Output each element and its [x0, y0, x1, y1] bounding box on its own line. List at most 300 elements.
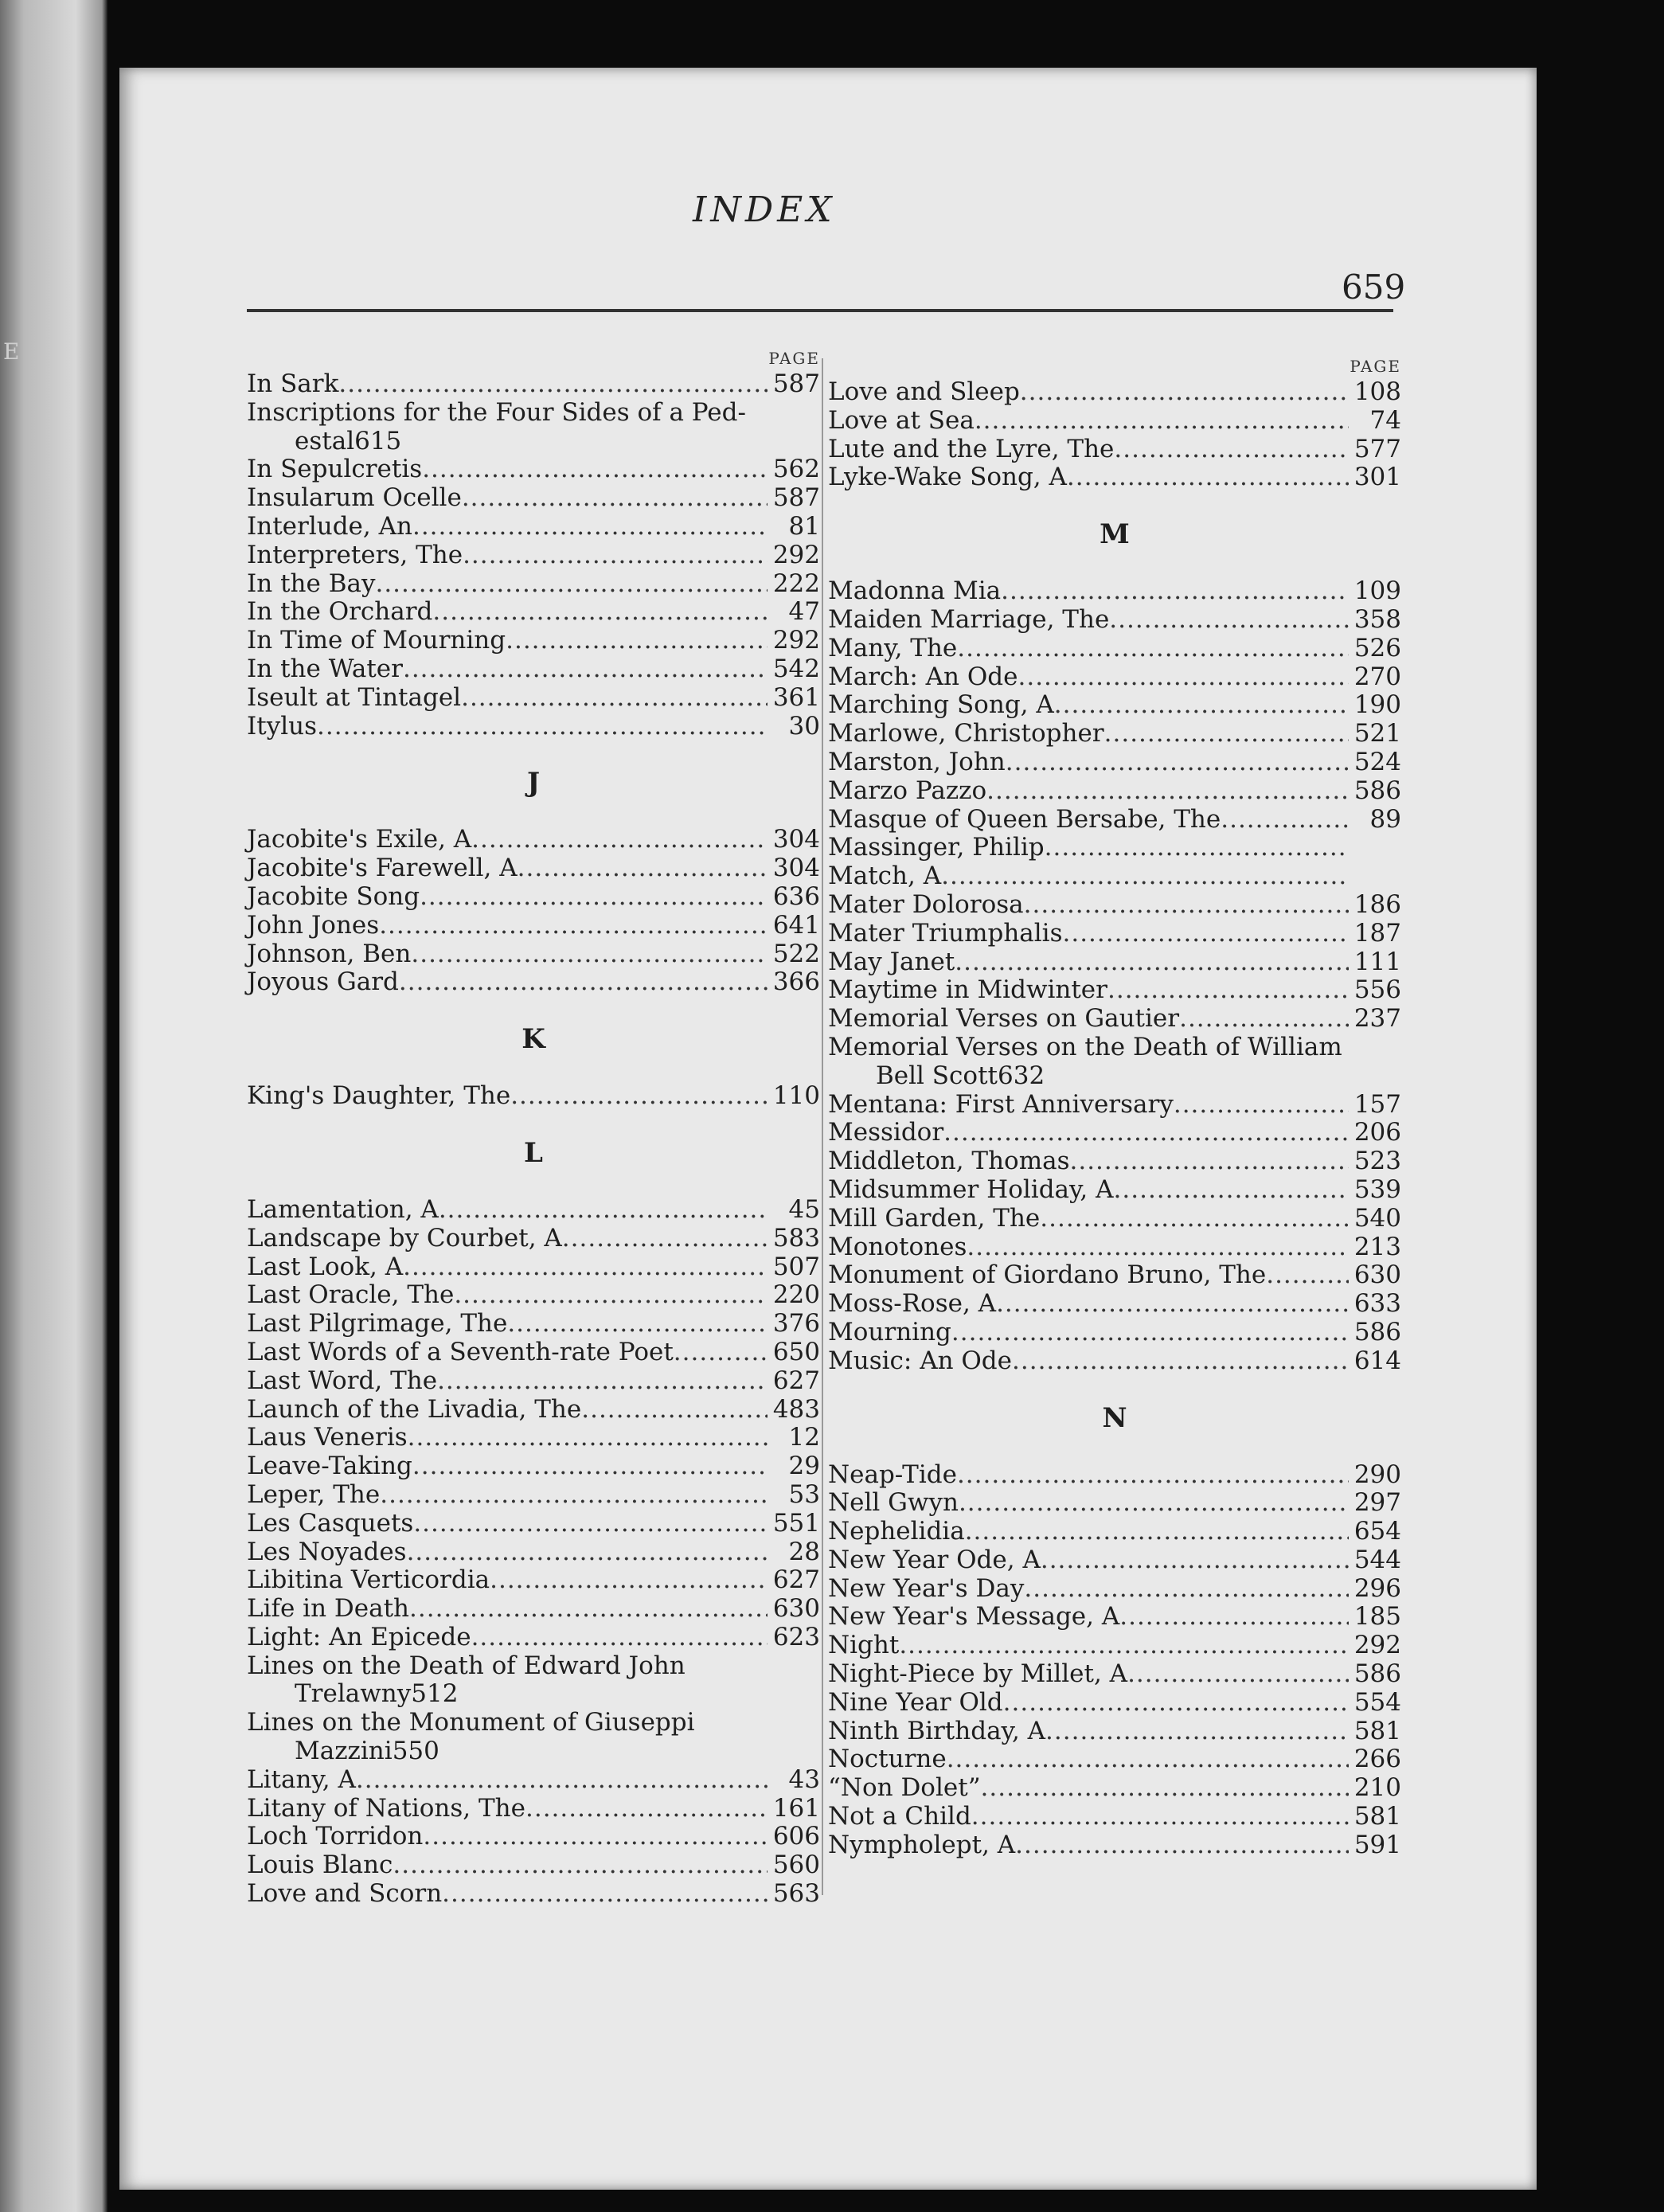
entry-title: Mentana: First Anniversary — [828, 1089, 1174, 1119]
entry-title: Neap-Tide — [828, 1460, 957, 1489]
leader-dots — [399, 968, 768, 997]
leader-dots — [1054, 691, 1349, 720]
entry-title: “Non Dolet” — [828, 1773, 981, 1803]
index-entry — [828, 1489, 1401, 1518]
entry-page: 587 — [772, 369, 820, 398]
index-entry — [247, 912, 820, 940]
entry-page: 577 — [1353, 434, 1401, 463]
entry-title: Massinger, Philip — [828, 833, 1045, 862]
entry-title: Mater Triumphalis — [828, 918, 1063, 948]
leader-dots — [971, 1803, 1349, 1831]
index-entry — [247, 1281, 820, 1310]
entry-page: 47 — [788, 597, 820, 627]
index-entry — [828, 407, 1401, 436]
leader-dots — [1174, 1091, 1349, 1120]
entry-title: Les Noyades — [247, 1537, 407, 1566]
entry-title: Last Word, The — [247, 1366, 438, 1395]
section-letter: N — [1102, 1401, 1127, 1434]
entry-page: 539 — [1353, 1174, 1401, 1204]
index-entry — [247, 1396, 820, 1425]
entry-page: 266 — [1353, 1745, 1401, 1774]
entry-page: 186 — [1353, 889, 1401, 919]
index-entry — [247, 1510, 820, 1538]
entry-title: Lamentation, A — [247, 1194, 439, 1224]
entry-page: 43 — [788, 1765, 820, 1794]
entry-page: 187 — [1353, 918, 1401, 948]
entry-page: 185 — [1353, 1602, 1401, 1632]
leader-dots — [1070, 1147, 1350, 1176]
index-entry — [828, 1290, 1401, 1319]
leader-dots — [518, 854, 768, 883]
index-entry — [247, 1225, 820, 1253]
entry-title-continued: Mazzini — [295, 1737, 393, 1766]
index-entry — [828, 463, 1401, 492]
index-entry — [828, 948, 1401, 977]
entry-title: Midsummer Holiday, A — [828, 1174, 1114, 1204]
entry-title: Nell Gwyn — [828, 1488, 959, 1518]
index-entry — [247, 1082, 820, 1111]
index-entry — [828, 691, 1401, 720]
index-entry — [828, 1176, 1401, 1205]
index-entry — [247, 1452, 820, 1481]
index-entry — [247, 570, 820, 599]
entry-title: Mater Dolorosa — [828, 889, 1024, 919]
entry-title: Laus Veneris — [247, 1423, 408, 1452]
index-entry — [247, 399, 820, 456]
entry-page: 108 — [1353, 377, 1401, 406]
entry-page: 507 — [772, 1252, 820, 1281]
index-entry — [828, 1233, 1401, 1262]
entry-title: Middleton, Thomas — [828, 1147, 1070, 1176]
entry-title: Memorial Verses on Gautier — [828, 1004, 1180, 1034]
entry-title: Insularum Ocelle — [247, 483, 462, 513]
entry-title: In the Orchard — [247, 597, 433, 627]
entry-line — [828, 1062, 1401, 1091]
leader-dots — [439, 1196, 768, 1225]
entry-page: 270 — [1353, 662, 1401, 691]
entry-page: 542 — [772, 654, 820, 683]
entry-page: 654 — [1353, 1517, 1401, 1546]
entry-title: Joyous Gard — [247, 967, 399, 997]
entry-page: 630 — [1353, 1260, 1401, 1290]
index-entry — [828, 891, 1401, 920]
entry-page: 562 — [772, 455, 820, 484]
entry-page: 581 — [1353, 1802, 1401, 1831]
entry-title: Landscape by Courbet, A — [247, 1223, 562, 1253]
entry-page: 28 — [788, 1537, 820, 1566]
index-entry — [247, 1424, 820, 1452]
entry-page: 237 — [1353, 1004, 1401, 1034]
leader-dots — [490, 1566, 768, 1595]
entry-page: 190 — [1353, 690, 1401, 720]
entry-title: Leave-Taking — [247, 1452, 412, 1481]
entry-title: Itylus — [247, 711, 318, 741]
entry-title: Libitina Verticordia — [247, 1565, 490, 1595]
leader-dots — [1041, 1546, 1349, 1575]
page-number: 659 — [1342, 268, 1406, 307]
section-letter: J — [526, 767, 541, 799]
entry-page: 12 — [788, 1423, 820, 1452]
index-entry — [247, 598, 820, 627]
entry-page: 627 — [772, 1565, 820, 1595]
entry-title: Light: An Epicede — [247, 1622, 471, 1651]
leader-dots — [1015, 1831, 1349, 1860]
entry-page: 615 — [354, 426, 402, 455]
entry-title: Madonna Mia — [828, 576, 1002, 606]
index-entry — [247, 1367, 820, 1396]
leader-dots — [1114, 436, 1349, 464]
entry-title: New Year Ode, A — [828, 1545, 1041, 1574]
index-entry — [247, 1823, 820, 1851]
entry-title: Interlude, An — [247, 511, 412, 541]
entry-title: In Sepulcretis — [247, 455, 423, 484]
leader-dots — [957, 1461, 1349, 1490]
entry-title: Maiden Marriage, The — [828, 604, 1110, 634]
entry-page: 301 — [1353, 463, 1401, 492]
entry-title: In the Water — [247, 654, 403, 683]
edge-glyphs: E — [3, 338, 20, 365]
entry-page: 53 — [788, 1479, 820, 1509]
leader-dots — [409, 1595, 768, 1624]
entry-page: 81 — [788, 511, 820, 541]
index-entry — [247, 1595, 820, 1624]
entry-page: 161 — [772, 1793, 820, 1823]
leader-dots — [411, 940, 768, 969]
entry-page: 523 — [1353, 1147, 1401, 1176]
leader-dots — [1221, 806, 1349, 834]
index-entry — [247, 1880, 820, 1909]
leader-dots — [1040, 1205, 1349, 1233]
entry-page: 213 — [1353, 1232, 1401, 1261]
index-entry — [828, 1546, 1401, 1575]
entry-title: Life in Death — [247, 1594, 410, 1624]
leader-dots — [375, 570, 768, 599]
entry-page: 157 — [1353, 1089, 1401, 1119]
entry-page: 110 — [772, 1081, 820, 1111]
header-rule — [247, 309, 1393, 312]
leader-dots — [379, 912, 768, 940]
leader-dots — [941, 862, 1349, 891]
index-entry — [828, 748, 1401, 777]
leader-dots — [407, 1538, 768, 1567]
index-entry — [247, 826, 820, 854]
index-entry — [828, 777, 1401, 806]
entry-page: 522 — [772, 939, 820, 968]
leader-dots — [1003, 1689, 1349, 1718]
leader-dots — [463, 541, 768, 570]
entry-title: March: An Ode — [828, 662, 1018, 691]
leader-dots — [393, 1851, 768, 1880]
index-entry — [247, 1766, 820, 1795]
index-entry — [828, 1575, 1401, 1604]
index-entry — [828, 1034, 1401, 1091]
leader-dots — [1045, 834, 1349, 862]
entry-title: Marzo Pazzo — [828, 776, 987, 805]
index-entry — [247, 1851, 820, 1880]
entry-page: 376 — [772, 1309, 820, 1339]
entry-title: Love and Sleep — [828, 377, 1020, 406]
entry-page: 632 — [998, 1061, 1045, 1090]
leader-dots — [317, 713, 768, 741]
entry-title: Nocturne — [828, 1745, 947, 1774]
entry-page: 586 — [1353, 1659, 1401, 1689]
leader-dots — [899, 1632, 1349, 1660]
section-letter: M — [1100, 518, 1130, 551]
index-entry — [828, 1091, 1401, 1120]
entry-page: 292 — [772, 626, 820, 655]
index-entry — [828, 1718, 1401, 1746]
leader-dots — [507, 1310, 768, 1339]
index-entry — [247, 1481, 820, 1510]
leader-dots — [423, 1823, 768, 1851]
entry-page: 587 — [772, 483, 820, 513]
leader-dots — [1018, 663, 1349, 692]
entry-page: 560 — [772, 1850, 820, 1880]
entry-page: 526 — [1353, 633, 1401, 662]
entry-page: 556 — [1353, 975, 1401, 1005]
leader-dots — [454, 1281, 768, 1310]
index-entry — [828, 1689, 1401, 1718]
leader-dots — [1109, 606, 1349, 635]
entry-title: Ninth Birthday, A — [828, 1716, 1046, 1745]
entry-title: Litany, A — [247, 1765, 356, 1794]
entry-page: 641 — [772, 910, 820, 940]
leader-dots — [1012, 1347, 1349, 1376]
index-entry — [828, 1603, 1401, 1632]
entry-title: Johnson, Ben — [247, 939, 412, 968]
entry-title: Launch of the Livadia, The — [247, 1394, 582, 1424]
leader-dots — [403, 1253, 768, 1282]
entry-title: Night-Piece by Millet, A — [828, 1659, 1128, 1689]
entry-page: 304 — [772, 825, 820, 854]
entry-line — [247, 428, 820, 456]
leader-dots — [442, 1880, 768, 1909]
column-divider — [822, 358, 823, 1895]
entry-page: 109 — [1353, 576, 1401, 606]
entry-page: 606 — [772, 1822, 820, 1851]
entry-title: Last Words of a Seventh-rate Poet — [247, 1337, 674, 1366]
index-entry — [247, 1652, 820, 1710]
leader-dots — [356, 1766, 768, 1795]
entry-page: 544 — [1353, 1545, 1401, 1574]
entry-page: 591 — [1353, 1830, 1401, 1859]
index-entry — [828, 1632, 1401, 1660]
entry-page: 292 — [772, 540, 820, 569]
entry-title: Moss-Rose, A — [828, 1289, 997, 1319]
index-entry — [828, 635, 1401, 663]
section-letter: K — [521, 1023, 545, 1056]
entry-page: 210 — [1353, 1773, 1401, 1803]
entry-title: Les Casquets — [247, 1508, 414, 1538]
entry-page: 554 — [1353, 1687, 1401, 1717]
entry-title: Jacobite Song — [247, 881, 420, 911]
index-entry — [828, 1005, 1401, 1034]
index-entry — [247, 541, 820, 570]
index-entry — [828, 1347, 1401, 1376]
entry-title: Love at Sea — [828, 405, 975, 435]
index-entry — [247, 655, 820, 684]
leader-dots — [975, 407, 1349, 436]
index-entry — [828, 806, 1401, 834]
leader-dots — [413, 1510, 768, 1538]
entry-title: Messidor — [828, 1118, 944, 1147]
entry-line — [247, 1737, 820, 1766]
entry-page: 297 — [1353, 1488, 1401, 1518]
entry-page: 361 — [772, 682, 820, 712]
leader-dots — [408, 1424, 768, 1452]
entry-title: Lines on the Death of Edward John — [247, 1651, 686, 1680]
entry-title: Match, A — [828, 862, 942, 891]
leader-dots — [1114, 1176, 1349, 1205]
entry-title: Love and Scorn — [247, 1879, 443, 1909]
leader-dots — [462, 484, 768, 513]
leader-dots — [1107, 976, 1349, 1005]
entry-title: Music: An Ode — [828, 1346, 1013, 1375]
index-entry — [828, 1831, 1401, 1860]
index-entry — [247, 940, 820, 969]
index-entry — [828, 378, 1401, 407]
index-entry — [247, 854, 820, 883]
leader-dots — [1063, 920, 1350, 948]
entry-page: 524 — [1353, 747, 1401, 776]
leader-dots — [437, 1367, 768, 1396]
entry-page: 220 — [772, 1280, 820, 1310]
leader-dots — [967, 1233, 1349, 1262]
entry-page: 623 — [772, 1622, 820, 1651]
entry-title: Mourning — [828, 1317, 951, 1346]
entry-title: Last Look, A — [247, 1252, 404, 1281]
leader-dots — [957, 635, 1349, 663]
entry-page: 521 — [1353, 719, 1401, 748]
entry-title: Litany of Nations, The — [247, 1793, 525, 1823]
entry-page: 89 — [1369, 804, 1401, 834]
index-entry — [247, 1339, 820, 1367]
index-entry — [828, 1205, 1401, 1233]
entry-page: 581 — [1353, 1716, 1401, 1745]
leader-dots — [1020, 378, 1349, 407]
entry-page: 30 — [788, 711, 820, 741]
index-entry — [247, 1196, 820, 1225]
leader-dots — [951, 1319, 1349, 1347]
entry-page: 630 — [772, 1594, 820, 1624]
leader-dots — [422, 455, 768, 484]
entry-page: 633 — [1353, 1289, 1401, 1319]
index-entry — [828, 1261, 1401, 1290]
entry-title: John Jones — [247, 910, 380, 940]
leader-dots — [471, 1624, 768, 1652]
index-entry — [828, 663, 1401, 692]
entry-page: 512 — [411, 1679, 459, 1709]
leader-dots — [1045, 1718, 1349, 1746]
section-letter: L — [524, 1136, 543, 1169]
leader-dots — [986, 777, 1349, 806]
entry-title: Lines on the Monument of Giuseppi — [247, 1708, 695, 1737]
index-entry — [828, 720, 1401, 748]
index-entry — [828, 1319, 1401, 1347]
leader-dots — [525, 1795, 768, 1823]
entry-title: Louis Blanc — [247, 1850, 393, 1880]
leader-dots — [432, 598, 768, 627]
page-column-label: PAGE — [768, 349, 820, 368]
entry-title-continued: Bell Scott — [876, 1061, 998, 1090]
entry-title: Nine Year Old — [828, 1687, 1003, 1717]
entry-page: 29 — [788, 1452, 820, 1481]
entry-title: Masque of Queen Bersabe, The — [828, 804, 1221, 834]
entry-title: In the Bay — [247, 569, 376, 598]
index-entry — [247, 1709, 820, 1766]
entry-line — [247, 1680, 820, 1709]
leader-dots — [510, 1082, 768, 1111]
leader-dots — [461, 684, 768, 713]
leader-dots — [471, 826, 768, 854]
entry-page: 550 — [392, 1737, 439, 1766]
index-entry — [247, 1795, 820, 1823]
entry-title: Last Pilgrimage, The — [247, 1309, 508, 1339]
index-entry — [247, 1566, 820, 1595]
entry-title: Nympholept, A — [828, 1830, 1016, 1859]
entry-title: New Year's Day — [828, 1573, 1025, 1603]
leader-dots — [1104, 720, 1349, 748]
index-entry — [828, 1803, 1401, 1831]
index-entry — [828, 1518, 1401, 1546]
running-head: INDEX — [693, 190, 836, 230]
entry-page: 650 — [772, 1337, 820, 1366]
index-entry — [828, 1774, 1401, 1803]
leader-dots — [1024, 1575, 1349, 1604]
index-entry — [247, 1538, 820, 1567]
leader-dots — [943, 1119, 1349, 1147]
entry-title: Interpreters, The — [247, 540, 463, 569]
leader-dots — [420, 883, 768, 912]
entry-page: 627 — [772, 1366, 820, 1395]
leader-dots — [674, 1339, 768, 1367]
entry-page: 586 — [1353, 776, 1401, 805]
index-entry — [828, 920, 1401, 948]
entry-title: Jacobite's Farewell, A — [247, 854, 518, 883]
page-column-label: PAGE — [1350, 357, 1401, 376]
leader-dots — [1006, 748, 1349, 777]
entry-page: 74 — [1369, 405, 1401, 435]
index-entry — [247, 883, 820, 912]
leader-dots — [947, 1745, 1349, 1774]
index-entry — [828, 436, 1401, 464]
entry-page: 222 — [772, 569, 820, 598]
entry-title: Iseult at Tintagel — [247, 682, 462, 712]
leader-dots — [380, 1481, 768, 1510]
entry-title: Loch Torridon — [247, 1822, 424, 1851]
index-entry — [247, 513, 820, 541]
entry-title: Mill Garden, The — [828, 1203, 1041, 1233]
index-entry — [247, 627, 820, 655]
leader-dots — [1001, 577, 1349, 606]
entry-page: 304 — [772, 854, 820, 883]
entry-title: Lyke-Wake Song, A — [828, 463, 1067, 492]
index-entry — [828, 606, 1401, 635]
index-entry — [247, 1624, 820, 1652]
entry-title: Monotones — [828, 1232, 967, 1261]
entry-title: In Sark — [247, 369, 339, 398]
entry-title: Not a Child — [828, 1802, 971, 1831]
index-column-left — [247, 346, 820, 1909]
index-entry — [828, 1660, 1401, 1689]
entry-title: Maytime in Midwinter — [828, 975, 1107, 1005]
index-column-right — [828, 354, 1401, 1860]
entry-title: King's Daughter, The — [247, 1081, 511, 1111]
entry-page: 292 — [1353, 1631, 1401, 1660]
index-entry — [828, 1745, 1401, 1774]
entry-page: 551 — [772, 1508, 820, 1538]
entry-title: Marching Song, A — [828, 690, 1054, 720]
